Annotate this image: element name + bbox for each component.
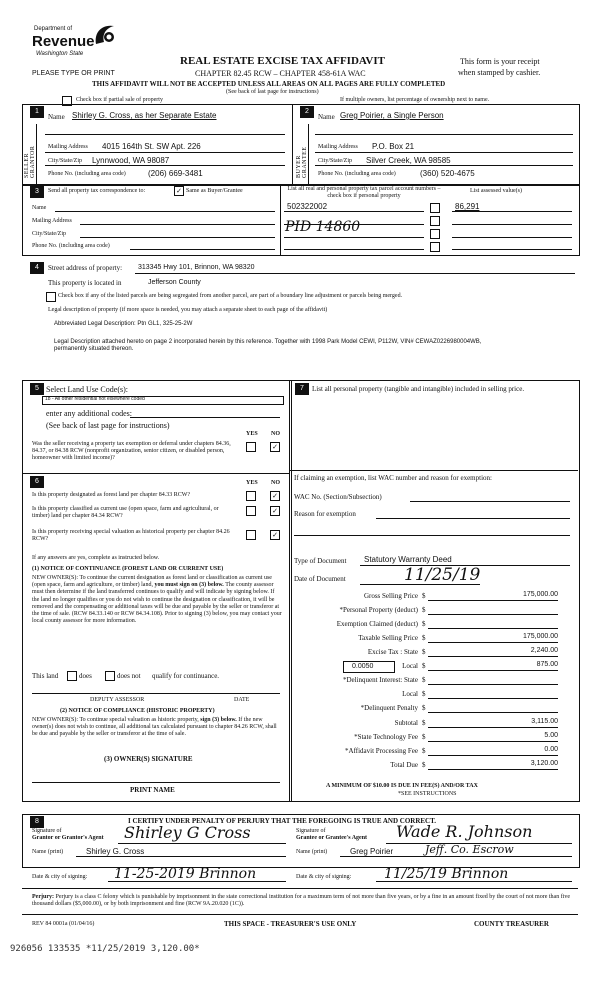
parcel-4-personal-checkbox[interactable] bbox=[430, 242, 440, 252]
tax-row-line bbox=[428, 698, 558, 699]
local-rate: 0.0050 bbox=[352, 663, 374, 670]
please-type: PLEASE TYPE OR PRINT bbox=[32, 70, 115, 77]
owner-signature-label: (3) OWNER(S) SIGNATURE bbox=[104, 755, 193, 763]
perjury-bold: Perjury: bbox=[32, 894, 54, 900]
buyer-name: Greg Poirier, a Single Person bbox=[340, 111, 444, 120]
historic-text-bold: sign (3) below. bbox=[200, 717, 237, 723]
land-does-checkbox[interactable] bbox=[67, 671, 77, 681]
grantor-name: Shirley G. Cross bbox=[86, 847, 145, 856]
s6-question-2: Is this property classified as current use (open space, farm and agricultural, or timber) land per chapter 84.34 RCW? bbox=[32, 506, 219, 520]
buyer-phone: (360) 520-4675 bbox=[420, 169, 475, 178]
parcel-number: 502322002 bbox=[287, 202, 328, 211]
seller-mail: 4015 164th St. SW Apt. 226 bbox=[102, 142, 201, 151]
see-back-text: (See back of last page for instructions) bbox=[226, 89, 319, 95]
see-instructions-note: *SEE INSTRUCTIONS bbox=[398, 791, 457, 797]
tax-row bbox=[292, 688, 576, 700]
buyer-phone-label: Phone No. (including area code) bbox=[318, 171, 396, 177]
tax-row bbox=[292, 604, 576, 616]
grantor-date-city: 11-25-2019 Brinnon bbox=[114, 866, 257, 882]
tax-row-line bbox=[428, 727, 558, 728]
minimum-fee-note: A MINIMUM OF $10.00 IS DUE IN FEE(S) AND/OR TAX bbox=[326, 783, 478, 789]
wac-label: WAC No. (Section/Subsection) bbox=[294, 493, 382, 501]
historic-text bbox=[32, 717, 282, 739]
tax-row-dollar: $ bbox=[422, 719, 426, 727]
same-as-buyer-label: Same as Buyer/Grantee bbox=[186, 188, 243, 194]
buyer-city-label: City/State/Zip bbox=[318, 158, 352, 164]
tax-row-dollar: $ bbox=[422, 606, 426, 614]
county-treasurer: COUNTY TREASURER bbox=[474, 920, 549, 928]
historic-title: (2) NOTICE OF COMPLIANCE (HISTORIC PROPERTY) bbox=[60, 708, 215, 714]
tax-row bbox=[292, 731, 576, 743]
partial-sale-label: Check box if partial sale of property bbox=[76, 97, 163, 103]
historic-text-2: If the new owner(s) does not wish to continue, all additional tax calculated pursuant to chapter 84.26 RCW, shall be due and payable by the seller or transferor at the time of sale. bbox=[32, 717, 277, 738]
tax-row-label: Local bbox=[402, 690, 418, 698]
receipt-note-2: when stamped by cashier. bbox=[458, 68, 541, 77]
s3-mail-label: Mailing Address bbox=[32, 218, 72, 224]
grantee-sig-label-1: Signature of bbox=[296, 828, 326, 834]
tax-row bbox=[292, 702, 576, 714]
pid-handwritten: PID 14860 bbox=[285, 219, 361, 235]
grantee-signature: Wade R. Johnson bbox=[396, 822, 533, 841]
doc-date-label: Date of Document bbox=[294, 575, 346, 583]
tax-row-label: *Delinquent Interest: State bbox=[342, 676, 418, 684]
certify-text: I CERTIFY UNDER PENALTY OF PERJURY THAT THE FOREGOING IS TRUE AND CORRECT. bbox=[128, 817, 437, 825]
tax-row-label: Taxable Selling Price bbox=[358, 634, 418, 642]
tax-row-dollar: $ bbox=[422, 620, 426, 628]
tax-row bbox=[292, 745, 576, 757]
parcel-1-personal-checkbox[interactable] bbox=[430, 203, 440, 213]
grantee-sig-label-2: Grantee or Grantee's Agent bbox=[296, 835, 368, 841]
s6-question-3: Is this property receiving special valuation as historical property per chapter 84.26 RCW? bbox=[32, 529, 230, 543]
continuance-title: (1) NOTICE OF CONTINUANCE (FOREST LAND OR CURRENT USE) bbox=[32, 566, 224, 572]
rev-number: REV 84 0001a (01/04/16) bbox=[32, 921, 95, 927]
abbrev-legal: Abbreviated Legal Description: Ptn GL1, 325-25-2W bbox=[54, 321, 193, 327]
s5-q1-no-checkbox[interactable]: ✓ bbox=[270, 442, 280, 452]
grantee-date-label: Date & city of signing: bbox=[296, 874, 352, 880]
tax-row-line bbox=[428, 628, 558, 629]
this-land-label: This land bbox=[32, 672, 59, 680]
seller-side-label: SELLER GRANTOR bbox=[24, 145, 36, 178]
section-1-tag: 1 bbox=[30, 106, 44, 118]
tax-row-value: 3,115.00 bbox=[531, 718, 558, 725]
s3-city-label: City/State/Zip bbox=[32, 231, 66, 237]
tax-row-value: 175,000.00 bbox=[522, 633, 558, 640]
continuance-text-bold: you must sign on (3) below. bbox=[154, 582, 224, 589]
parcel-3-personal-checkbox[interactable] bbox=[430, 229, 440, 239]
buyer-side-label: BUYER GRANTEE bbox=[296, 146, 308, 178]
continuance-text-1: NEW OWNER(S): To continue the current designation as forest land or classification as current use (open space, farm and agriculture, or timber) land, bbox=[32, 575, 272, 589]
does-not-label: does not bbox=[117, 672, 141, 680]
if-yes-note: If any answers are yes, complete as instructed below. bbox=[32, 555, 160, 561]
tax-row-line bbox=[428, 670, 558, 671]
grantee-escrow-note: Jeff. Co. Escrow bbox=[425, 843, 514, 856]
tax-row-label: Gross Selling Price bbox=[363, 592, 418, 600]
tax-row-line bbox=[428, 769, 558, 770]
print-name-label: PRINT NAME bbox=[130, 786, 175, 794]
section-3-tag: 3 bbox=[30, 186, 44, 198]
section-4-tag: 4 bbox=[30, 262, 44, 274]
exemption-question: If claiming an exemption, list WAC number and reason for exemption: bbox=[294, 474, 492, 482]
tax-row bbox=[292, 590, 576, 602]
form-chapter: CHAPTER 82.45 RCW – CHAPTER 458-61A WAC bbox=[195, 69, 366, 78]
tax-row-label: *State Technology Fee bbox=[354, 733, 418, 741]
tax-row-value: 5.00 bbox=[544, 732, 558, 739]
street-label: Street address of property: bbox=[48, 264, 123, 272]
tax-row-dollar: $ bbox=[422, 662, 426, 670]
tax-row-line bbox=[428, 614, 558, 615]
dept-state-label: Washington State bbox=[36, 51, 84, 57]
tax-row-value: 3,120.00 bbox=[530, 760, 558, 767]
tax-row bbox=[292, 632, 576, 644]
section-6-tag: 6 bbox=[30, 476, 44, 488]
segregate-checkbox[interactable] bbox=[46, 292, 56, 302]
same-as-buyer-checkbox[interactable]: ✓ bbox=[174, 186, 184, 196]
treasurer-space: THIS SPACE - TREASURER'S USE ONLY bbox=[224, 920, 357, 928]
qualify-label: qualify for continuance. bbox=[152, 672, 220, 680]
dept-revenue-label: Revenue bbox=[32, 33, 95, 50]
tax-row-line bbox=[428, 684, 558, 685]
s6-q1-no-checkbox[interactable]: ✓ bbox=[270, 491, 280, 501]
perjury-body: Perjury is a class C felony which is punishable by imprisonment in the state correctional institution for a maximum term of not more than five years, or by a fine in an amount fixed by the court of not more than five thousand dollars ($5,000.00), or by both imprisonment and fine (RCW 9A.20.020 (1C)). bbox=[32, 894, 571, 908]
deputy-assessor-label: DEPUTY ASSESSOR bbox=[90, 697, 145, 703]
doc-type: Statutory Warranty Deed bbox=[364, 555, 452, 564]
grantee-name: Greg Poirier bbox=[350, 847, 394, 856]
s6-q3-yes-checkbox[interactable] bbox=[246, 530, 256, 540]
tax-row-dollar: $ bbox=[422, 704, 426, 712]
tax-row-line bbox=[428, 755, 558, 756]
tax-row-dollar: $ bbox=[422, 761, 426, 769]
s5-no-header: NO bbox=[271, 431, 280, 437]
located-label: This property is located in bbox=[48, 279, 122, 287]
land-use-label: Select Land Use Code(s): bbox=[46, 385, 128, 394]
seller-phone: (206) 669-3481 bbox=[148, 169, 203, 178]
grantor-date-label: Date & city of signing: bbox=[32, 874, 88, 880]
tax-row bbox=[292, 618, 576, 630]
street-address: 313345 Hwy 101, Brinnon, WA 98320 bbox=[138, 264, 255, 271]
grantor-name-label: Name (print) bbox=[32, 849, 64, 855]
tax-row-label: *Affidavit Processing Fee bbox=[345, 747, 418, 755]
dept-of-label: Department of bbox=[34, 26, 73, 32]
send-correspondence-label: Send all property tax correspondence to: bbox=[48, 188, 146, 194]
buyer-name-label: Name bbox=[318, 113, 335, 121]
tax-row-line bbox=[428, 712, 558, 713]
assessed-header: List assessed value(s) bbox=[470, 188, 522, 194]
s5-question-1: Was the seller receiving a property tax exemption or deferral under chapters 84.36, 84.37, or 84.38 RCW (nonprofit organization, senior citizen, or disabled person, homeowner with limited income)? bbox=[32, 441, 231, 462]
additional-codes-label: enter any additional codes: bbox=[46, 409, 132, 418]
receipt-note-1: This form is your receipt bbox=[460, 57, 540, 66]
s6-yes-header: YES bbox=[246, 480, 258, 486]
parcel-2-personal-checkbox[interactable] bbox=[430, 216, 440, 226]
tax-row-label: *Delinquent Penalty bbox=[360, 704, 418, 712]
tax-row-label: Local bbox=[402, 662, 418, 670]
does-label: does bbox=[79, 672, 92, 680]
seller-city-label: City/State/Zip bbox=[48, 158, 82, 164]
grantee-date-city: 11/25/19 Brinnon bbox=[384, 866, 509, 882]
s6-q2-yes-checkbox[interactable] bbox=[246, 506, 256, 516]
segregate-label: Check box if any of the listed parcels are being segregated from another parcel, are part of a boundary line adjustment or parcels being merged. bbox=[58, 293, 403, 299]
s5-see-back: (See back of last page for instructions) bbox=[46, 421, 170, 430]
form-title: REAL ESTATE EXCISE TAX AFFIDAVIT bbox=[180, 55, 385, 67]
tax-row-dollar: $ bbox=[422, 747, 426, 755]
tax-row-value: 175,000.00 bbox=[522, 591, 558, 598]
land-use-value: 18 - All other residential not elsewhere coded bbox=[45, 396, 145, 402]
dor-emblem-icon bbox=[92, 22, 118, 50]
cashier-stamp: 926056 133535 *11/25/2019 3,120.00* bbox=[10, 944, 200, 954]
warning-text: THIS AFFIDAVIT WILL NOT BE ACCEPTED UNLESS ALL AREAS ON ALL PAGES ARE FULLY COMPLETED bbox=[92, 80, 446, 88]
assessed-value: 86,291 bbox=[455, 202, 480, 211]
tax-row-dollar: $ bbox=[422, 592, 426, 600]
doc-type-label: Type of Document bbox=[294, 557, 347, 565]
s6-no-header: NO bbox=[271, 480, 280, 486]
tax-row-line bbox=[428, 600, 558, 601]
continuance-text bbox=[32, 575, 282, 625]
s3-name-label: Name bbox=[32, 205, 47, 211]
section-2-tag: 2 bbox=[300, 106, 314, 118]
s5-yes-header: YES bbox=[246, 431, 258, 437]
tax-row-value: 2,240.00 bbox=[530, 647, 558, 654]
legal-attached: Legal Description attached hereto on page 2 incorporated herein by this reference. Together with 1998 Park Model CEWI, P112W, VIN# CEWAZ0226980004WB, permanently situated thereon. bbox=[54, 339, 482, 353]
grantor-signature: Shirley G Cross bbox=[124, 823, 251, 842]
tax-row-line bbox=[428, 656, 558, 657]
reason-label: Reason for exemption bbox=[294, 510, 356, 518]
tax-row-dollar: $ bbox=[422, 733, 426, 741]
tax-row bbox=[292, 646, 576, 658]
grantor-sig-label-1: Signature of bbox=[32, 828, 62, 834]
s6-question-1: Is this property designated as forest land per chapter 84.33 RCW? bbox=[32, 492, 191, 498]
seller-city: Lynnwood, WA 98087 bbox=[92, 156, 170, 165]
seller-name-label: Name bbox=[48, 113, 65, 121]
seller-name: Shirley G. Cross, as her Separate Estate bbox=[72, 111, 217, 120]
local-rate-box bbox=[343, 661, 395, 673]
tax-row-line bbox=[428, 741, 558, 742]
s6-q3-no-checkbox[interactable]: ✓ bbox=[270, 530, 280, 540]
multiple-owners-label: If multiple owners, list percentage of ownership next to name. bbox=[340, 97, 490, 103]
s6-q1-yes-checkbox[interactable] bbox=[246, 491, 256, 501]
tax-row-value: 875.00 bbox=[536, 661, 558, 668]
section-5-tag: 5 bbox=[30, 383, 44, 395]
s5-q1-yes-checkbox[interactable] bbox=[246, 442, 256, 452]
county-name: Jefferson County bbox=[148, 279, 201, 286]
tax-row-label: Subtotal bbox=[394, 719, 418, 727]
s6-q2-no-checkbox[interactable]: ✓ bbox=[270, 506, 280, 516]
tax-row-dollar: $ bbox=[422, 634, 426, 642]
s3-phone-label: Phone No. (including area code) bbox=[32, 243, 110, 249]
buyer-mail: P.O. Box 21 bbox=[372, 142, 415, 151]
parcel-header: List all real and personal property tax parcel account numbers – check box if personal property bbox=[287, 186, 441, 200]
seller-mail-label: Mailing Address bbox=[48, 144, 88, 150]
tax-row-label: Total Due bbox=[390, 761, 418, 769]
tax-row-dollar: $ bbox=[422, 676, 426, 684]
tax-row bbox=[292, 717, 576, 729]
tax-row bbox=[292, 660, 576, 672]
doc-date: 11/25/19 bbox=[404, 565, 481, 585]
buyer-mail-label: Mailing Address bbox=[318, 144, 358, 150]
tax-row-label: *Personal Property (deduct) bbox=[339, 606, 418, 614]
tax-row-label: Exemption Claimed (deduct) bbox=[336, 620, 418, 628]
tax-row-line bbox=[428, 642, 558, 643]
grantee-name-label: Name (print) bbox=[296, 849, 328, 855]
tax-row-dollar: $ bbox=[422, 648, 426, 656]
tax-row-dollar: $ bbox=[422, 690, 426, 698]
historic-text-1: NEW OWNER(S): To continue special valuation as historic property, bbox=[32, 717, 199, 723]
section-8-tag: 8 bbox=[30, 816, 44, 828]
dor-logo bbox=[32, 22, 122, 66]
tax-row-label: Excise Tax : State bbox=[367, 648, 418, 656]
land-use-select[interactable] bbox=[42, 396, 284, 405]
continuance-text-2: The county assessor must then determine if the land transferred continues to qualify and will indicate by signing below. If the land no longer qualifies or you do not wish to continue the designation or classification, it will be removed and the compensating or additional taxes will be due and payable by the seller or transferor at the time of sale. (RCW 84.33.140 or RCW 84.34.108). Prior to signing (3) below, you may contact your local county assessor for more information. bbox=[32, 582, 282, 625]
list-personal-label: List all personal property (tangible and intangible) included in selling price. bbox=[312, 385, 525, 393]
seller-phone-label: Phone No. (including area code) bbox=[48, 171, 126, 177]
tax-row-value: 0.00 bbox=[544, 746, 558, 753]
tax-row bbox=[292, 674, 576, 686]
grantor-sig-label-2: Grantor or Grantor's Agent bbox=[32, 835, 104, 841]
buyer-city: Silver Creek, WA 98585 bbox=[366, 156, 451, 165]
date-label: DATE bbox=[234, 697, 250, 703]
land-does-not-checkbox[interactable] bbox=[105, 671, 115, 681]
section-7-tag: 7 bbox=[295, 383, 309, 395]
tax-row bbox=[292, 759, 576, 771]
legal-desc-label: Legal description of property (if more space is needed, you may attach a separate sheet to each page of the affidavit) bbox=[48, 307, 328, 313]
perjury-text bbox=[32, 894, 572, 908]
